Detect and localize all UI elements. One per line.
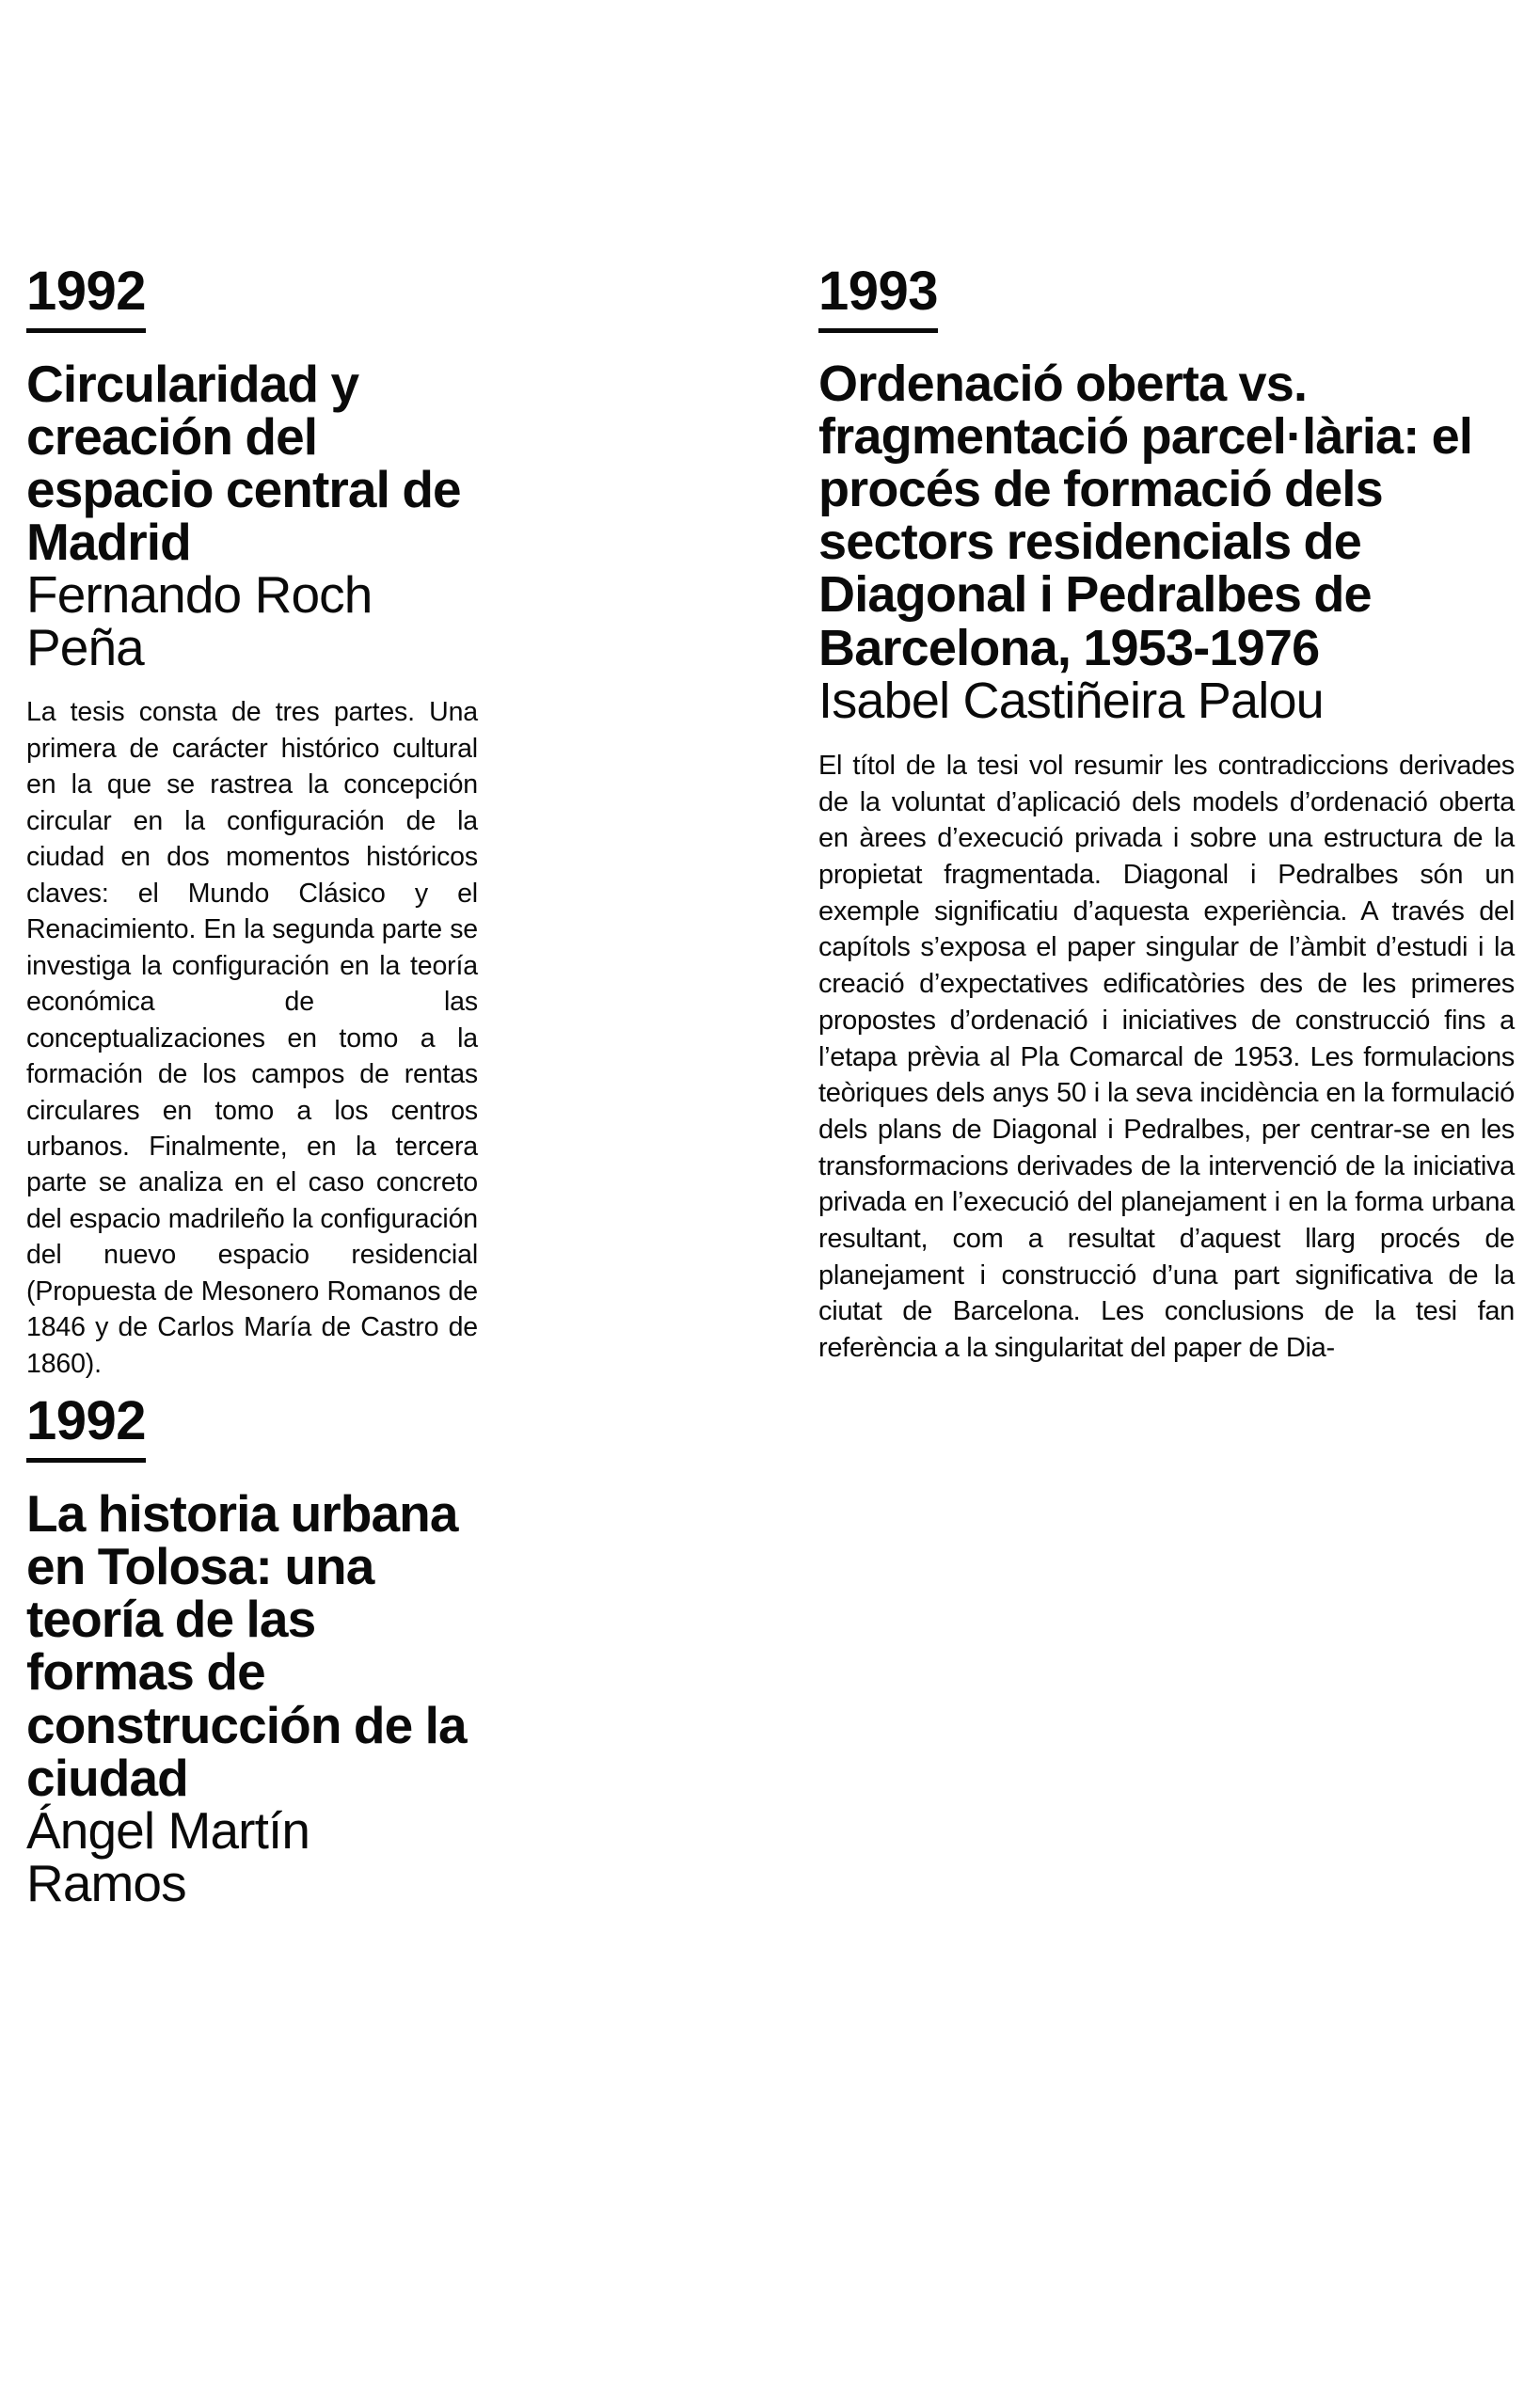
thesis-abstract: La tesis consta de tres partes. Una primera de carácter histórico cultural en la que se rastrea la concepción circular en la configuración de la ciudad en dos momentos históricos claves: el Mundo Clásico y el Renacimiento. En la segunda parte se investiga la configuración en la teoría económica de las conceptualizaciones en tomo a la formación de los campos de rentas circulares en tomo a los centros urbanos. Finalmente, en la tercera parte se analiza en el caso concreto del espacio madrileño la configuración del nuevo espacio residencial (Propuesta de Mesonero Romanos de 1846 y de Carlos María de Castro de 1860). — [26, 697, 478, 1379]
left-column — [26, 0, 478, 1912]
year-heading-underline — [818, 261, 939, 333]
thesis-entry — [26, 1390, 478, 1912]
thesis-author: Ángel Martín Ramos — [26, 1800, 310, 1912]
right-column — [818, 0, 1515, 1367]
thesis-entry — [818, 261, 1515, 1367]
year-heading-underline — [26, 1390, 147, 1463]
thesis-entry — [26, 261, 478, 1382]
thesis-title: Circularidad y creación del espacio central de Madrid — [26, 354, 461, 572]
year-heading: 1992 — [26, 261, 147, 322]
thesis-abstract: El títol de la tesi vol resumir les contradiccions derivades de la voluntat d’aplicació dels models d’ordenació oberta en àrees d’execució privada i sobre una estructura de la propietat fragmentada. Diagonal i Pedralbes són un exemple significatiu d’aquesta experiència. A través del capítols s’exposa el paper singular de l’àmbit d’estudi i la creació d’expectatives edificatòries des de les primeres propostes d’ordenació i iniciatives de construcció fins a l’etapa prèvia al Pla Comarcal de 1953. Les formulacions teòriques dels anys 50 i la seva incidència en la formulació dels plans de Diagonal i Pedralbes, per centrar-se en les transformacions derivades de la intervenció de la iniciativa privada en l’execució del planejament i en la forma urbana resultant, com a resultat d’aquest llarg procés de planejament i construcció d’una part significativa de la ciutat de Barcelona. Les conclusions de la tesi fan referència a la singularitat del paper de Dia- — [818, 750, 1515, 1364]
thesis-author: Isabel Castiñeira Palou — [818, 672, 1324, 729]
thesis-author: Fernando Roch Peña — [26, 565, 373, 677]
year-heading: 1993 — [818, 261, 939, 322]
year-heading-underline — [26, 261, 147, 333]
thesis-title: Ordenació oberta vs. fragmentació parcel·lària: el procés de formació dels sectors residencials de Diagonal i Pedralbes de Barcelona, 1953-1976 — [818, 355, 1473, 676]
year-heading: 1992 — [26, 1390, 147, 1452]
thesis-title: La historia urbana en Tolosa: una teoría de las formas de construcción de la ciudad — [26, 1484, 467, 1807]
